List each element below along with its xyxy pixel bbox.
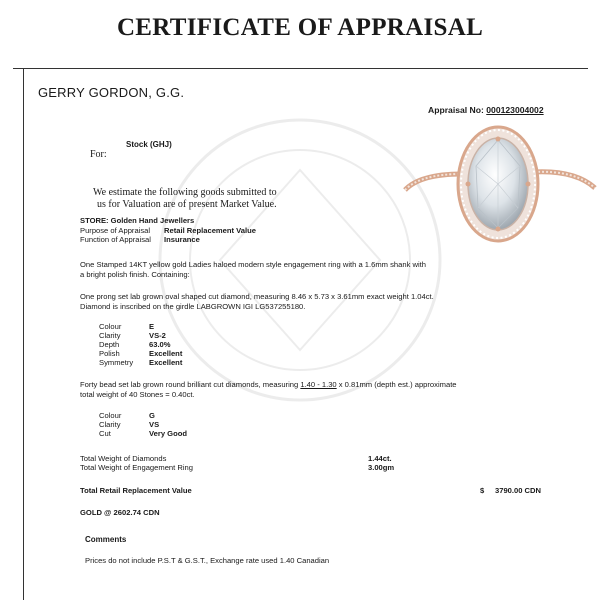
center-line-2: Diamond is inscribed on the girdle LABGROWN IGI LG537255180. [80,301,306,311]
side-line-1-text: Forty bead set lab grown round brilliant cut diamonds, measuring [80,380,301,389]
side-measure-range: 1.40 - 1.30 [300,380,337,389]
description-line-1: One Stamped 14KT yellow gold Ladies haloed modern style engagement ring with a 1.6mm shank with [80,260,426,269]
spec-value: Very Good [149,429,187,438]
store-line: STORE: Golden Hand Jewellers [80,216,195,225]
spec-label: Polish [99,349,120,358]
intro-line-1: We estimate the following goods submitted to [93,187,277,198]
center-stone-description [80,292,434,311]
spec-row [99,358,182,367]
spec-value: VS-2 [149,331,166,340]
side-line-2: total weight of 40 Stones = 0.40ct. [80,389,195,399]
side-stone-specs [99,411,187,438]
spec-label: Colour [99,411,122,420]
spec-value: Excellent [149,349,183,358]
retail-value: 3790.00 CDN [495,486,542,495]
total-diamonds-label: Total Weight of Diamonds [80,454,167,463]
retail-currency: $ [480,486,485,495]
total-ring-value: 3.00gm [368,463,395,472]
appraisal-number [428,106,544,116]
spec-row [99,322,182,331]
spec-row [99,331,182,340]
spec-value: G [149,411,155,420]
stock-code: Stock (GHJ) [126,140,172,149]
frame-left-border [23,68,24,600]
intro-text [93,187,277,211]
spec-value: VS [149,420,160,429]
spec-value: E [149,322,155,331]
function-label: Function of Appraisal [80,235,151,244]
purpose-row [80,226,256,235]
spec-label: Depth [99,340,120,349]
ring-photo [400,118,600,258]
ring-description [80,260,426,279]
total-diamonds-value: 1.44ct. [368,454,392,463]
for-label: For: [90,149,107,160]
spec-row [99,429,187,438]
spec-label: Cut [99,429,111,438]
spec-row [99,349,182,358]
certificate-title: CERTIFICATE OF APPRAISAL [116,14,484,41]
purpose-value: Retail Replacement Value [164,226,257,235]
center-line-1: One prong set lab grown oval shaped cut diamond, measuring 8.46 x 5.73 x 3.61mm exact weight 1.04ct. [80,292,434,301]
function-row [80,235,200,244]
spec-label: Clarity [99,420,121,429]
spec-value: 63.0% [149,340,171,349]
center-stone-specs [99,322,182,367]
spec-label: Symmetry [99,358,134,367]
spec-label: Clarity [99,331,121,340]
side-line-1 [80,380,457,390]
spec-row [99,420,187,429]
spec-row [99,411,187,420]
purpose-label: Purpose of Appraisal [80,226,151,235]
comments-heading: Comments [85,535,127,544]
comments-text: Prices do not include P.S.T & G.S.T., Exchange rate used 1.40 Canadian [85,556,330,565]
intro-line-2: us for Valuation are of present Market Value. [97,199,277,210]
spec-label: Colour [99,322,122,331]
retail-value-label: Total Retail Replacement Value [80,486,192,495]
appraisal-number-value: 000123004002 [486,105,544,115]
function-value: Insurance [164,235,200,244]
total-ring-label: Total Weight of Engagement Ring [80,463,193,472]
gold-price: GOLD @ 2602.74 CDN [80,508,160,517]
side-line-1-tail: x 0.81mm (depth est.) approximate [336,380,457,389]
spec-row [99,340,182,349]
description-line-2: a bright polish finish. Containing: [80,269,190,279]
frame-top-border [13,68,588,69]
spec-value: Excellent [149,358,183,367]
appraiser-name: GERRY GORDON, G.G. [38,85,185,100]
side-stones-description [80,380,457,399]
appraisal-number-label: Appraisal No: [428,105,484,115]
